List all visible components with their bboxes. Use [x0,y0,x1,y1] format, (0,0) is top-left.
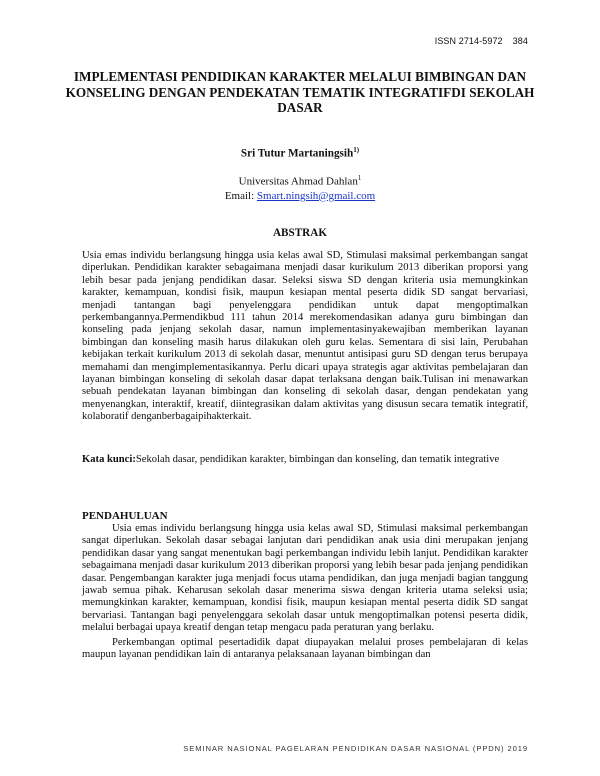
issn: ISSN 2714-5972 [434,36,503,46]
institution-superscript: 1 [357,174,362,182]
keywords-text: Sekolah dasar, pendidikan karakter, bimbingan dan konseling, dan tematik integrative [135,454,500,465]
intro-paragraph-1: Usia emas individu berlangsung hingga usia kelas awal SD, Stimulasi maksimal perkembangan sangat diperlukan. Sekolah dasar sebagai lanjutan dari pendidikan anak usia dini merupakan jenjang pendidikan dasar yang sangat menentukan bagi perkembangan individu lebih lanjut. Pendidikan karakter sebagaimana menjadi dasar kurikulum 2013 diberikan proporsi yang lebih besar pada jenjang pendidikan dasar. Pengembangan karakter juga menjadi focus utama pendidikan, dan juga menjadi bagian tanggung jawab semua pihak. Keharusan sekolah dasar menerima siswa dengan kriteria utama seleksi usia; memungkinkan karakter, kemampuan, kondisi fisik, maupun kesiapan mental peserta didik SD sangat bervariasi. Tantangan bagi penyelenggara sekolah dasar untuk mengoptimalkan potensi peserta didik, melalui berbagai upaya kreatif dengan tetap mengacu pada peraturan yang berlaku. [82,523,528,634]
author-name: Sri Tutur Martaningsih [240,147,354,160]
email-link[interactable]: Smart.ningsih@gmail.com [256,189,376,202]
email-label: Email: [224,189,257,202]
page-footer: SEMINAR NASIONAL PAGELARAN PENDIDIKAN DASAR NASIONAL (PPDN) 2019 [183,744,528,753]
abstract-body: Usia emas individu berlangsung hingga usia kelas awal SD, Stimulasi maksimal perkembangan sangat diperlukan. Pendidikan karakter sebagaimana menjadi dasar kurikulum 2013 diberikan proporsi yang lebih besar pada jenjang pendidikan dasar. Seleksi siswa SD dengan kriteria usia memungkinkan karakter, kemampuan, kondisi fisik, maupun kesiapan mental peserta didik SD sangat bervariasi, menjadi tantangan bagi penyelenggara pendidikan untuk dapat mengoptimalkan perkembangannya.Permendikbud 111 tahun 2014 merekomendasikan adanya guru bimbingan dan konseling pada jenjang sekolah dasar, namun implementasinyakewajiban memberikan layanan bimbingan dan konseling masih harus dilakukan oleh guru kelas. Sementara di sisi lain, Perubahan kebijakan terkait kurikulum 2013 di sekolah dasar, menuntut antisipasi guru SD dengan terus berupaya memahami dan mengimplementasikannya. Perlu dicari upaya strategis agar aktivitas pembelajaran dan layanan bimbingan konseling di sekolah dasar dapat terlaksana dengan baik.Tulisan ini menawarkan sebuah pendekatan layanan bimbingan dan konseling di sekolah dasar, dengan pendekatan yang menyenangkan, interaktif, kreatif, diintegrasikan dalam aktivitas yang disusun secara tematik integratif, kolaboratif denganberbagaipihakterkait. [82,250,528,423]
page-number: 384 [512,36,528,46]
abstract-heading: ABSTRAK [272,227,328,239]
paper-title: IMPLEMENTASI PENDIDIKAN KARAKTER MELALUI BIMBINGAN DAN KONSELING DENGAN PENDEKATAN TEMATIK INTEGRATIFDI SEKOLAH DASAR [65,69,535,115]
section-heading: PENDAHULUAN [82,510,168,522]
institution-line [0,171,600,189]
page-header [435,36,528,46]
affiliation [0,171,600,203]
author-superscript: 1) [353,146,360,154]
email-line [0,189,600,203]
keywords-label: Kata kunci: [82,454,136,465]
keywords [82,454,528,466]
intro-paragraph-2: Perkembangan optimal pesertadidik dapat diupayakan melalui proses pembelajaran di kelas maupun layanan pendidikan lain di antaranya pelaksanaan layanan bimbingan dan [82,637,528,661]
author [0,146,600,160]
institution: Universitas Ahmad Dahlan [238,175,358,188]
